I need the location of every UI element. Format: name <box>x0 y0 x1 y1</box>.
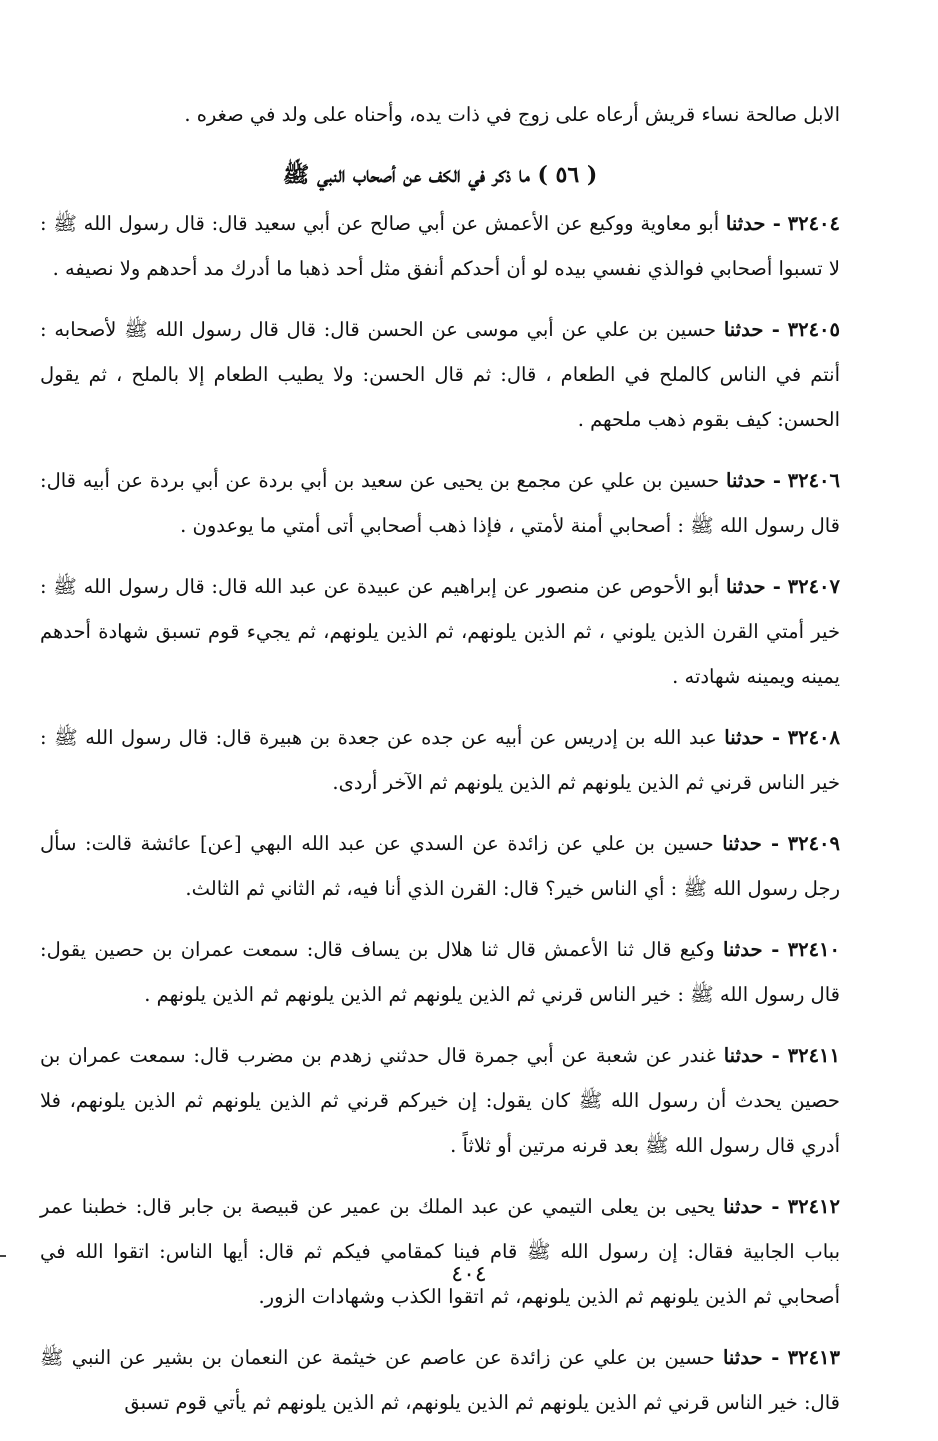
hadith-paragraph <box>40 564 840 699</box>
hadith-text: حسين بن علي عن مجمع بن يحيى عن سعيد بن أبي بردة عن أبي بردة عن أبيه قال: قال رسول الله ﷺ : أصحابي أمنة لأمتي ، فإذا ذهب أصحابي أتى أمتي ما يوعدون . <box>40 469 840 537</box>
hadith-number: ٣٢٤١٣ <box>787 1346 841 1369</box>
hadith-text: وكيع قال ثنا الأعمش قال ثنا هلال بن يساف قال: سمعت عمران بن حصين يقول: قال رسول الله ﷺ : خير الناس قرني ثم الذين يلونهم ثم الذين يلونهم ثم الذين يلونهم . <box>40 938 840 1006</box>
hadith-lead: - حدثنا <box>725 575 781 598</box>
hadith-text: يحيى بن يعلى التيمي عن عبد الملك بن عمير عن قبيصة بن جابر قال: خطبنا عمر بباب الجابية فقال: إن رسول الله ﷺ قام فينا كمقامي فيكم ثم قال: أيها الناس: اتقوا الله في أصحابي ثم الذين يلونهم ثم الذين يلونهم، ثم اتقوا الكذب وشهادات الزور. <box>40 1195 840 1308</box>
hadith-paragraph <box>40 307 840 442</box>
hadith-lead: - حدثنا <box>722 832 780 855</box>
hadith-lead: - حدثنا <box>723 1044 780 1067</box>
hadith-paragraph <box>40 927 840 1017</box>
hadith-lead: - حدثنا <box>723 318 780 341</box>
hadith-paragraph <box>40 458 840 548</box>
hadith-lead: - حدثنا <box>723 1195 780 1218</box>
hadith-text: حسين بن علي عن أبي موسى عن الحسن قال: قال قال رسول الله ﷺ لأصحابه : أنتم في الناس كالملح في الطعام ، قال: ثم قال الحسن: ولا يطيب الطعام إلا بالملح ، ثم يقول الحسن: كيف بقوم ذهب ملحهم . <box>40 318 840 431</box>
hadith-text: حسين بن علي عن زائدة عن السدي عن عبد الله البهي [عن] عائشة قالت: سأل رجل رسول الله ﷺ : أي الناس خير؟ قال: القرن الذي أنا فيه، ثم الثاني ثم الثالث. <box>40 832 840 900</box>
hadith-text: أبو الأحوص عن منصور عن إبراهيم عن عبيدة عن عبد الله قال: قال رسول الله ﷺ : خير أمتي القرن الذين يلوني ، ثم الذين يلونهم، ثم الذين يلونهم، ثم يجيء قوم تسبق شهادة أحدهم يمينه ويمينه شهادته . <box>40 575 840 688</box>
hadith-number: ٣٢٤١٢ <box>787 1195 840 1218</box>
hadith-paragraph <box>40 821 840 911</box>
hadith-lead: - حدثنا <box>722 938 780 961</box>
hadith-lead: - حدثنا <box>725 212 781 235</box>
hadith-lead: - حدثنا <box>724 726 781 749</box>
hadith-number: ٣٢٤٠٦ <box>787 469 840 492</box>
hadith-lead: - حدثنا <box>722 1346 780 1369</box>
hadith-number: ٣٢٤١٠ <box>787 938 841 961</box>
hadith-paragraph <box>40 1335 840 1425</box>
hadith-number: ٣٢٤١١ <box>787 1044 840 1067</box>
intro-paragraph: الابل صالحة نساء قريش أرعاه على زوج في ذات يده، وأحناه على ولد في صغره . <box>184 103 840 126</box>
hadith-paragraph <box>40 715 840 805</box>
hadith-number: ٣٢٤٠٨ <box>787 726 841 749</box>
hadith-text: حسين بن علي عن زائدة عن عاصم عن خيثمة عن النعمان بن بشير عن النبي ﷺ قال: خير الناس قرني ثم الذين يلونهم ثم الذين يلونهم، ثم الذين يلونهم ثم يأتي قوم تسبق <box>40 1346 840 1414</box>
page-body <box>40 92 840 1441</box>
hadith-text: عبد الله بن إدريس عن أبيه عن جده عن جعدة بن هبيرة قال: قال رسول الله ﷺ : خير الناس قرني ثم الذين يلونهم ثم الذين يلونهم ثم الآخر أردى. <box>40 726 840 794</box>
hadith-text: أبو معاوية ووكيع عن الأعمش عن أبي صالح عن أبي سعيد قال: قال رسول الله ﷺ : لا تسبوا أصحابي فوالذي نفسي بيده لو أن أحدكم أنفق مثل أحد ذهبا ما أدرك مد أحدهم ولا نصيفه . <box>40 212 840 280</box>
chapter-title: ( ٥٦ ) ما ذكر في الكف عن أصحاب النبي ﷺ <box>282 162 598 188</box>
hadith-paragraph <box>40 1184 840 1319</box>
hadith-number: ٣٢٤٠٧ <box>787 575 841 598</box>
hadith-text: غندر عن شعبة عن أبي جمرة قال حدثني زهدم بن مضرب قال: سمعت عمران بن حصين يحدث أن رسول الله ﷺ كان يقول: إن خيركم قرني ثم الذين يلونهم ثم الذين يلونهم، فلا أدري قال رسول الله ﷺ بعد قرنه مرتين أو ثلاثاً . <box>40 1044 840 1157</box>
page-number: ٤٠٤ <box>451 1262 487 1287</box>
hadith-lead: - حدثنا <box>726 469 781 492</box>
hadith-paragraph <box>40 201 840 291</box>
hadith-number: ٣٢٤٠٩ <box>787 832 840 855</box>
hadith-number: ٣٢٤٠٥ <box>787 318 840 341</box>
scan-edge-mark <box>0 1255 6 1257</box>
hadith-number: ٣٢٤٠٤ <box>787 212 840 235</box>
hadith-paragraph <box>40 1033 840 1168</box>
